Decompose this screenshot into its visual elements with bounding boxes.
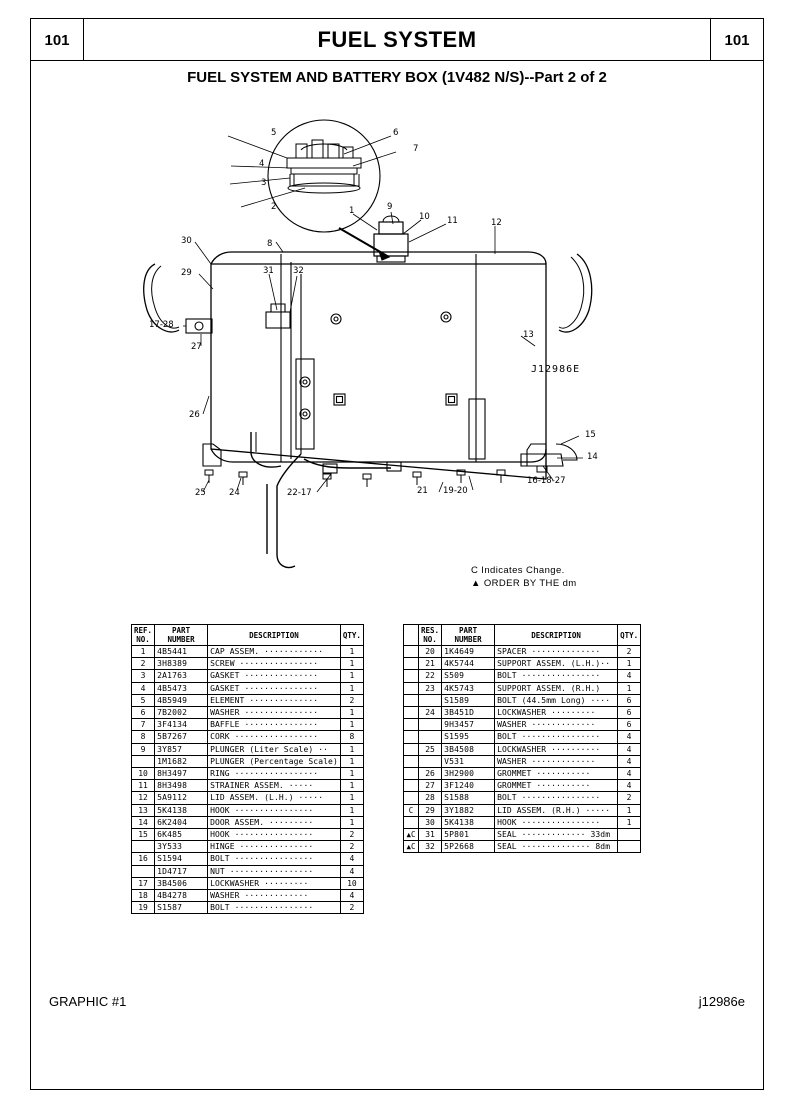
- part-number: 3F1240: [442, 780, 495, 792]
- part-description: ELEMENT ··············: [208, 694, 341, 706]
- table-row: [404, 804, 641, 816]
- part-number: 3B4506: [155, 877, 208, 889]
- part-qty: 1: [618, 658, 641, 670]
- col-qty: QTY.: [618, 625, 641, 646]
- table-row: [132, 646, 364, 658]
- table-row: [404, 755, 641, 767]
- figure-code: J12986E: [531, 364, 581, 375]
- table-row: [132, 829, 364, 841]
- part-description: HOOK ················: [208, 829, 341, 841]
- part-qty: 4: [340, 865, 363, 877]
- part-qty: 1: [340, 768, 363, 780]
- part-qty: 1: [340, 792, 363, 804]
- part-qty: 2: [340, 902, 363, 914]
- part-qty: 1: [340, 658, 363, 670]
- part-description: GROMMET ···········: [495, 780, 618, 792]
- change-indicator: [404, 707, 419, 719]
- ref-number: [132, 841, 155, 853]
- table-row: [404, 780, 641, 792]
- ref-number: 15: [132, 829, 155, 841]
- part-description: STRAINER ASSEM. ·····: [208, 780, 341, 792]
- ref-number: 11: [132, 780, 155, 792]
- callout-32: 32: [293, 266, 304, 276]
- ref-number: 17: [132, 877, 155, 889]
- part-number: 6K485: [155, 829, 208, 841]
- table-row: [132, 877, 364, 889]
- ref-number: 9: [132, 743, 155, 755]
- part-description: BOLT ················: [208, 853, 341, 865]
- table-row: [132, 743, 364, 755]
- part-number: 5B7267: [155, 731, 208, 743]
- callout-1: 1: [349, 206, 355, 216]
- part-number: 7B2002: [155, 707, 208, 719]
- col-description: DESCRIPTION: [495, 625, 618, 646]
- callout-6: 6: [393, 128, 399, 138]
- part-qty: 4: [618, 755, 641, 767]
- page-number-right: 101: [710, 19, 763, 61]
- callout-7: 7: [413, 144, 419, 154]
- table-row: [132, 853, 364, 865]
- col-part: PART NUMBER: [155, 625, 208, 646]
- part-number: 6K2404: [155, 816, 208, 828]
- part-number: 3Y857: [155, 743, 208, 755]
- callout-11: 11: [447, 216, 458, 226]
- part-number: 4B4278: [155, 890, 208, 902]
- part-description: GASKET ···············: [208, 682, 341, 694]
- part-description: PLUNGER (Liter Scale) ··: [208, 743, 341, 755]
- callout-31: 31: [263, 266, 274, 276]
- table-row: [404, 731, 641, 743]
- part-number: 4K5744: [442, 658, 495, 670]
- part-description: WASHER ···············: [208, 707, 341, 719]
- change-indicator: [404, 658, 419, 670]
- ref-number: [419, 719, 442, 731]
- table-row: [132, 707, 364, 719]
- ref-number: 13: [132, 804, 155, 816]
- part-qty: 1: [340, 707, 363, 719]
- ref-number: 7: [132, 719, 155, 731]
- ref-number: 20: [419, 646, 442, 658]
- change-indicator: [404, 682, 419, 694]
- ref-number: 21: [419, 658, 442, 670]
- part-qty: 2: [340, 841, 363, 853]
- part-qty: 1: [618, 682, 641, 694]
- part-qty: 1: [340, 816, 363, 828]
- part-number: 8H3498: [155, 780, 208, 792]
- part-description: CAP ASSEM. ············: [208, 646, 341, 658]
- part-description: CORK ·················: [208, 731, 341, 743]
- part-description: WASHER ·············: [495, 719, 618, 731]
- change-indicator: [404, 743, 419, 755]
- page-number-left: 101: [31, 19, 84, 61]
- part-number: 5P801: [442, 829, 495, 841]
- part-qty: 1: [340, 804, 363, 816]
- part-number: 4K5743: [442, 682, 495, 694]
- ref-number: 22: [419, 670, 442, 682]
- part-description: BOLT ················: [495, 670, 618, 682]
- part-description: SPACER ··············: [495, 646, 618, 658]
- callout-21: 21: [417, 486, 428, 496]
- part-qty: [618, 829, 641, 841]
- part-number: 1M1682: [155, 755, 208, 767]
- part-description: SEAL ·············· 8dm: [495, 841, 618, 853]
- part-description: GASKET ···············: [208, 670, 341, 682]
- part-description: LOCKWASHER ·········: [495, 707, 618, 719]
- part-number: 5A9112: [155, 792, 208, 804]
- table-row: [132, 902, 364, 914]
- table-row: [404, 670, 641, 682]
- parts-table-left-wrapper: [131, 624, 364, 914]
- table-row: [404, 816, 641, 828]
- change-indicator: ▲C: [404, 829, 419, 841]
- part-description: SCREW ················: [208, 658, 341, 670]
- callout-8: 8: [267, 239, 273, 249]
- part-qty: 6: [618, 707, 641, 719]
- table-row: [404, 841, 641, 853]
- part-qty: 1: [618, 816, 641, 828]
- part-description: PLUNGER (Percentage Scale): [208, 755, 341, 767]
- part-number: 4B5473: [155, 682, 208, 694]
- change-indicator: [404, 731, 419, 743]
- table-row: [404, 646, 641, 658]
- callout-30: 30: [181, 236, 192, 246]
- part-qty: 4: [618, 670, 641, 682]
- part-description: GROMMET ···········: [495, 768, 618, 780]
- ref-number: 24: [419, 707, 442, 719]
- callout-2: 2: [271, 202, 277, 212]
- table-row: [404, 694, 641, 706]
- part-description: HOOK ················: [208, 804, 341, 816]
- ref-number: 30: [419, 816, 442, 828]
- ref-number: 19: [132, 902, 155, 914]
- graphic-label: GRAPHIC #1: [49, 994, 127, 1009]
- ref-number: 26: [419, 768, 442, 780]
- table-row: [132, 768, 364, 780]
- table-row: [132, 719, 364, 731]
- callout-19-20: 19-20: [443, 486, 468, 496]
- parts-table-right-wrapper: [403, 624, 641, 853]
- callout-25: 25: [195, 488, 206, 498]
- part-description: SEAL ············· 33dm: [495, 829, 618, 841]
- callout-12: 12: [491, 218, 502, 228]
- ref-number: 31: [419, 829, 442, 841]
- part-description: DOOR ASSEM. ·········: [208, 816, 341, 828]
- part-qty: 2: [340, 829, 363, 841]
- ref-number: 25: [419, 743, 442, 755]
- part-qty: 10: [340, 877, 363, 889]
- part-description: HOOK ················: [495, 816, 618, 828]
- parts-table-right: [403, 624, 641, 853]
- part-description: NUT ·················: [208, 865, 341, 877]
- part-number: S1589: [442, 694, 495, 706]
- change-indicator: ▲C: [404, 841, 419, 853]
- callout-14: 14: [587, 452, 598, 462]
- change-indicator: C: [404, 804, 419, 816]
- table-row: [132, 792, 364, 804]
- callout-5: 5: [271, 128, 277, 138]
- table-row: [132, 890, 364, 902]
- change-indicator: [404, 670, 419, 682]
- ref-number: 3: [132, 670, 155, 682]
- ref-number: 28: [419, 792, 442, 804]
- table-row: [404, 719, 641, 731]
- part-number: 4B5949: [155, 694, 208, 706]
- ref-number: 14: [132, 816, 155, 828]
- page-header: [31, 19, 763, 61]
- callout-4: 4: [259, 159, 265, 169]
- part-number: 2A1763: [155, 670, 208, 682]
- part-qty: [618, 841, 641, 853]
- change-indicator: [404, 780, 419, 792]
- ref-number: 4: [132, 682, 155, 694]
- part-number: 1K4649: [442, 646, 495, 658]
- part-number: 3H2900: [442, 768, 495, 780]
- part-qty: 6: [618, 694, 641, 706]
- part-number: S1594: [155, 853, 208, 865]
- part-number: 3B4508: [442, 743, 495, 755]
- ref-number: 1: [132, 646, 155, 658]
- part-description: LID ASSEM. (L.H.) ·····: [208, 792, 341, 804]
- callout-16-18-27: 16-18-27: [527, 476, 566, 486]
- change-indicator: [404, 719, 419, 731]
- part-description: SUPPORT ASSEM. (R.H.): [495, 682, 618, 694]
- table-row: [404, 768, 641, 780]
- part-number: 8H3497: [155, 768, 208, 780]
- part-number: 5K4138: [442, 816, 495, 828]
- part-number: V531: [442, 755, 495, 767]
- part-description: LID ASSEM. (R.H.) ·····: [495, 804, 618, 816]
- col-chg: [404, 625, 419, 646]
- page-frame: [30, 18, 764, 1090]
- note-order: ▲ ORDER BY THE dm: [471, 578, 577, 589]
- part-qty: 4: [618, 731, 641, 743]
- change-indicator: [404, 816, 419, 828]
- table-row: [132, 804, 364, 816]
- ref-number: 23: [419, 682, 442, 694]
- table-row: [404, 707, 641, 719]
- change-indicator: [404, 768, 419, 780]
- part-number: S1587: [155, 902, 208, 914]
- callout-17-28: 17-28: [149, 320, 174, 330]
- col-part: PART NUMBER: [442, 625, 495, 646]
- part-number: 5K4138: [155, 804, 208, 816]
- part-qty: 1: [340, 743, 363, 755]
- illustration: [91, 114, 711, 624]
- table-row: [132, 670, 364, 682]
- part-description: BOLT ················: [495, 731, 618, 743]
- table-row: [132, 658, 364, 670]
- callout-9: 9: [387, 202, 393, 212]
- callout-13: 13: [523, 330, 534, 340]
- part-description: LOCKWASHER ··········: [495, 743, 618, 755]
- part-number: 3B451D: [442, 707, 495, 719]
- ref-number: 5: [132, 694, 155, 706]
- assembly-drawing: [91, 114, 711, 624]
- page-title: FUEL SYSTEM: [317, 27, 477, 52]
- part-description: RING ·················: [208, 768, 341, 780]
- callout-15: 15: [585, 430, 596, 440]
- part-number: S1595: [442, 731, 495, 743]
- part-number: 3H8389: [155, 658, 208, 670]
- ref-number: 10: [132, 768, 155, 780]
- part-description: WASHER ·············: [495, 755, 618, 767]
- ref-number: 2: [132, 658, 155, 670]
- ref-number: 12: [132, 792, 155, 804]
- part-number: 9H3457: [442, 719, 495, 731]
- part-qty: 4: [340, 890, 363, 902]
- part-qty: 2: [618, 646, 641, 658]
- part-description: BOLT (44.5mm Long) ····: [495, 694, 618, 706]
- ref-number: [132, 865, 155, 877]
- part-description: WASHER ·············: [208, 890, 341, 902]
- part-qty: 1: [340, 755, 363, 767]
- table-row: [132, 865, 364, 877]
- ref-number: [419, 755, 442, 767]
- legend-notes: [471, 564, 577, 590]
- part-number: 3F4134: [155, 719, 208, 731]
- part-number: S1588: [442, 792, 495, 804]
- callout-22-17: 22-17: [287, 488, 312, 498]
- part-description: BOLT ················: [495, 792, 618, 804]
- ref-number: 29: [419, 804, 442, 816]
- table-row: [132, 780, 364, 792]
- col-description: DESCRIPTION: [208, 625, 341, 646]
- part-qty: 1: [340, 670, 363, 682]
- part-description: SUPPORT ASSEM. (L.H.)··: [495, 658, 618, 670]
- part-qty: 1: [340, 646, 363, 658]
- part-qty: 4: [340, 853, 363, 865]
- col-ref: REF. NO.: [132, 625, 155, 646]
- table-row: [404, 829, 641, 841]
- part-qty: 1: [618, 804, 641, 816]
- table-row: [404, 792, 641, 804]
- part-qty: 1: [340, 682, 363, 694]
- parts-table-left: [131, 624, 364, 914]
- part-qty: 2: [340, 694, 363, 706]
- table-row: [132, 816, 364, 828]
- part-qty: 6: [618, 719, 641, 731]
- part-description: BOLT ················: [208, 902, 341, 914]
- ref-number: [132, 755, 155, 767]
- change-indicator: [404, 694, 419, 706]
- part-number: 3Y1882: [442, 804, 495, 816]
- part-number: 4B5441: [155, 646, 208, 658]
- part-qty: 4: [618, 768, 641, 780]
- table-row: [132, 694, 364, 706]
- change-indicator: [404, 646, 419, 658]
- change-indicator: [404, 792, 419, 804]
- ref-number: 8: [132, 731, 155, 743]
- ref-number: 6: [132, 707, 155, 719]
- ref-number: [419, 694, 442, 706]
- part-qty: 1: [340, 780, 363, 792]
- callout-26: 26: [189, 410, 200, 420]
- table-row: [132, 755, 364, 767]
- change-indicator: [404, 755, 419, 767]
- table-row: [404, 743, 641, 755]
- ref-number: 27: [419, 780, 442, 792]
- part-qty: 8: [340, 731, 363, 743]
- page-subtitle: FUEL SYSTEM AND BATTERY BOX (1V482 N/S)--Part 2 of 2: [187, 69, 607, 86]
- document-code: j12986e: [698, 994, 745, 1009]
- part-description: LOCKWASHER ·········: [208, 877, 341, 889]
- callout-3: 3: [261, 178, 267, 188]
- table-row: [132, 731, 364, 743]
- col-ref: RES. NO.: [419, 625, 442, 646]
- part-qty: 1: [340, 719, 363, 731]
- table-row: [404, 658, 641, 670]
- callout-29: 29: [181, 268, 192, 278]
- part-number: 1D4717: [155, 865, 208, 877]
- table-row: [132, 682, 364, 694]
- part-number: S509: [442, 670, 495, 682]
- part-description: HINGE ···············: [208, 841, 341, 853]
- note-change: C Indicates Change.: [471, 565, 565, 576]
- ref-number: 18: [132, 890, 155, 902]
- part-number: 5P2668: [442, 841, 495, 853]
- table-row: [132, 841, 364, 853]
- part-qty: 4: [618, 743, 641, 755]
- part-qty: 4: [618, 780, 641, 792]
- ref-number: [419, 731, 442, 743]
- callout-24: 24: [229, 488, 240, 498]
- table-row: [404, 682, 641, 694]
- part-description: BAFFLE ···············: [208, 719, 341, 731]
- callout-10: 10: [419, 212, 430, 222]
- col-qty: QTY.: [340, 625, 363, 646]
- part-qty: 2: [618, 792, 641, 804]
- ref-number: 16: [132, 853, 155, 865]
- ref-number: 32: [419, 841, 442, 853]
- part-number: 3Y533: [155, 841, 208, 853]
- callout-27: 27: [191, 342, 202, 352]
